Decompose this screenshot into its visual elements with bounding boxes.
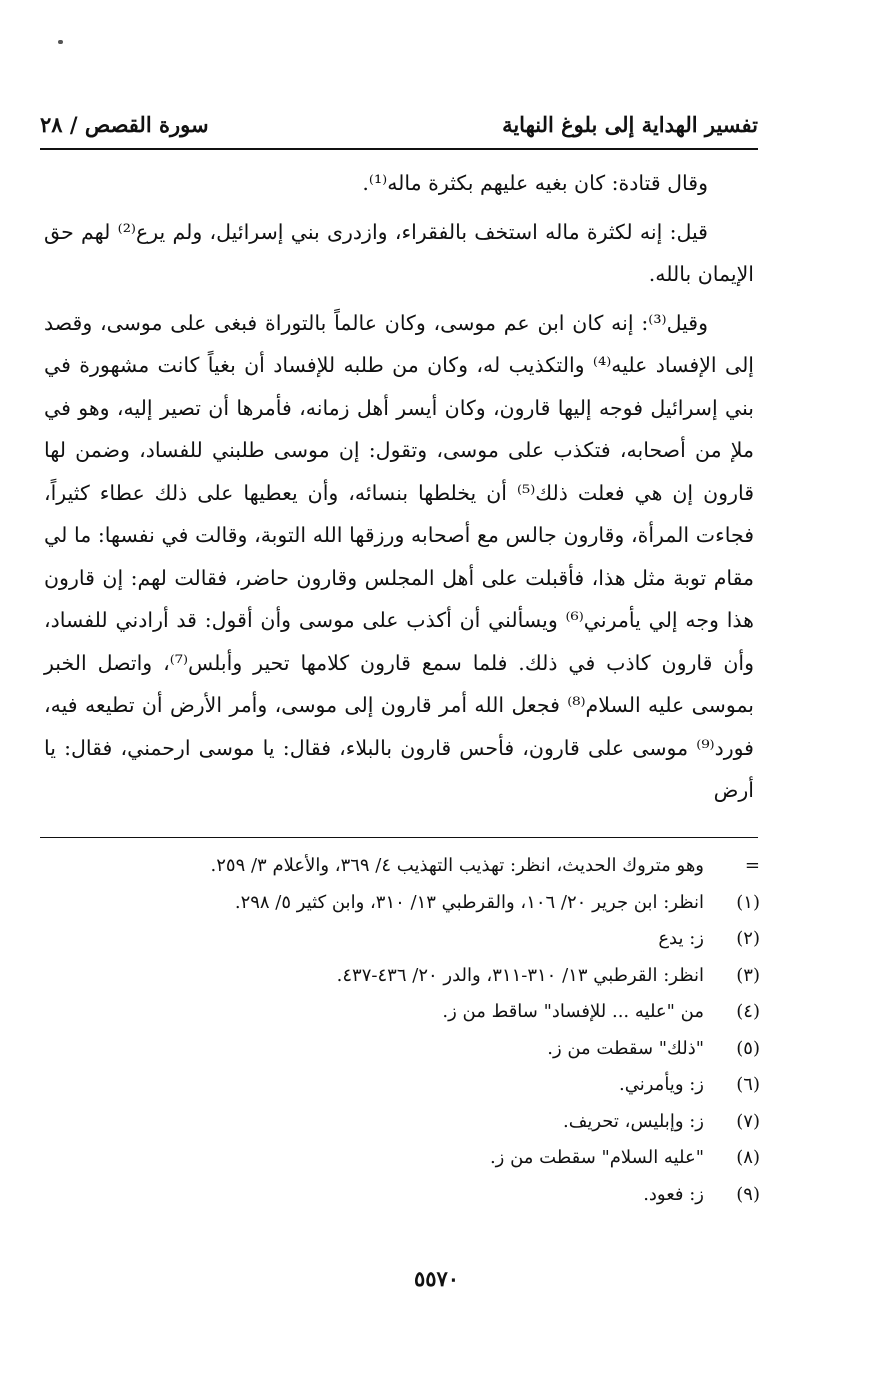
footnote-number: = (744, 855, 760, 876)
footnote-item (120, 885, 760, 922)
footnote-text: "ذلك" سقطت من ز. (547, 1037, 704, 1059)
footnote-item (120, 958, 760, 995)
footnote-item (120, 994, 760, 1031)
footnote-item (120, 1177, 760, 1214)
footnote-item (120, 1140, 760, 1177)
book-title: تفسير الهداية إلى بلوغ النهاية (502, 111, 758, 137)
footnote-text: وهو متروك الحديث، انظر: تهذيب التهذيب ٤/ ٣٦٩، والأعلام ٣/ ٢٥٩. (210, 855, 704, 876)
header-rule (40, 148, 758, 150)
main-text (44, 162, 754, 818)
footnote-number: (٩) (736, 1183, 760, 1205)
paragraph-1: وقال قتادة: كان بغيه عليهم بكثرة ماله⁽¹⁾. (362, 171, 708, 195)
footnote-number: (٤) (736, 1001, 760, 1022)
footnote-item (120, 1031, 760, 1068)
footnote-number: (٥) (736, 1037, 760, 1059)
footnote-text: من "عليه ... للإفساد" ساقط من ز. (442, 1001, 704, 1022)
footnote-number: (١) (736, 891, 760, 913)
footnote-item (120, 848, 760, 885)
footnote-item (120, 921, 760, 958)
footnote-text: ز: فعود. (643, 1183, 704, 1205)
paragraph-2: قيل: إنه لكثرة ماله استخف بالفقراء، وازدرى بني إسرائيل، ولم يرع⁽²⁾ لهم حق الإيمان بالله. (44, 219, 754, 286)
surah-label: سورة القصص / ٢٨ (40, 111, 209, 137)
footnote-text: ز: ويأمرني. (619, 1074, 704, 1095)
footnote-item (120, 1067, 760, 1104)
footnote-rule (40, 837, 758, 838)
scan-speck (58, 40, 63, 44)
footnote-text: انظر: القرطبي ١٣/ ٣١٠-٣١١، والدر ٢٠/ ٤٣٦-٤٣٧. (336, 964, 704, 986)
footnote-text: ز: وإبليس، تحريف. (563, 1110, 704, 1132)
footnotes (120, 848, 760, 1213)
footnote-number: (٧) (736, 1110, 760, 1132)
footnote-text: انظر: ابن جرير ٢٠/ ١٠٦، والقرطبي ١٣/ ٣١٠، وابن كثير ٥/ ٢٩٨. (234, 891, 704, 913)
footnote-text: ز: يدع (658, 928, 704, 949)
footnote-number: (٢) (736, 928, 760, 949)
footnote-item (120, 1104, 760, 1141)
running-header (40, 104, 758, 144)
footnote-text: "عليه السلام" سقطت من ز. (489, 1147, 704, 1168)
footnote-number: (٣) (736, 964, 760, 986)
page-number: ٥٥٧٠ (413, 1266, 460, 1291)
footnote-number: (٦) (736, 1074, 760, 1095)
paragraph-3: وقيل⁽³⁾: إنه كان ابن عم موسى، وكان عالماً بالتوراة فبغى على موسى، وقصد إلى الإفساد عليه⁽⁴⁾ والتكذيب له، وكان من طلبه للإفساد أن بغياً كانت مشهورة في بني إسرائيل فوجه إليها قارون، وكان أيسر أهل زمانه، فأمرها أن تصير إليه، وهو في ملإ من أصحابه، فتكذب على موسى، وتقول: إن موسى طلبني للفساد، وضمن لها قارون إن هي فعلت ذلك⁽⁵⁾ أن يخلطها بنسائه، وأن يعطيها على ذلك عطاء كثيراً، فجاءت المرأة، وقارون جالس مع أصحابه ورزقها الله التوبة، وقالت في نفسها: ما لي مقام توبة مثل هذا، فأقبلت على أهل المجلس وقارون حاضر، فقالت لهم: إن قارون هذا وجه إلي يأمرني⁽⁶⁾ ويسألني أن أكذب على موسى وأن أقول: قد أرادني للفساد، وأن قارون كاذب في ذلك. فلما سمع قارون كلامها تحير وأبلس⁽⁷⁾، واتصل الخبر بموسى عليه السلام⁽⁸⁾ فجعل الله أمر قارون إلى موسى، وأمر الأرض أن تطيعه فيه، فورد⁽⁹⁾ موسى على قارون، فأحس قارون بالبلاء، فقال: يا موسى ارحمني، فقال: يا أرض (44, 310, 755, 802)
footnote-number: (٨) (736, 1147, 760, 1168)
